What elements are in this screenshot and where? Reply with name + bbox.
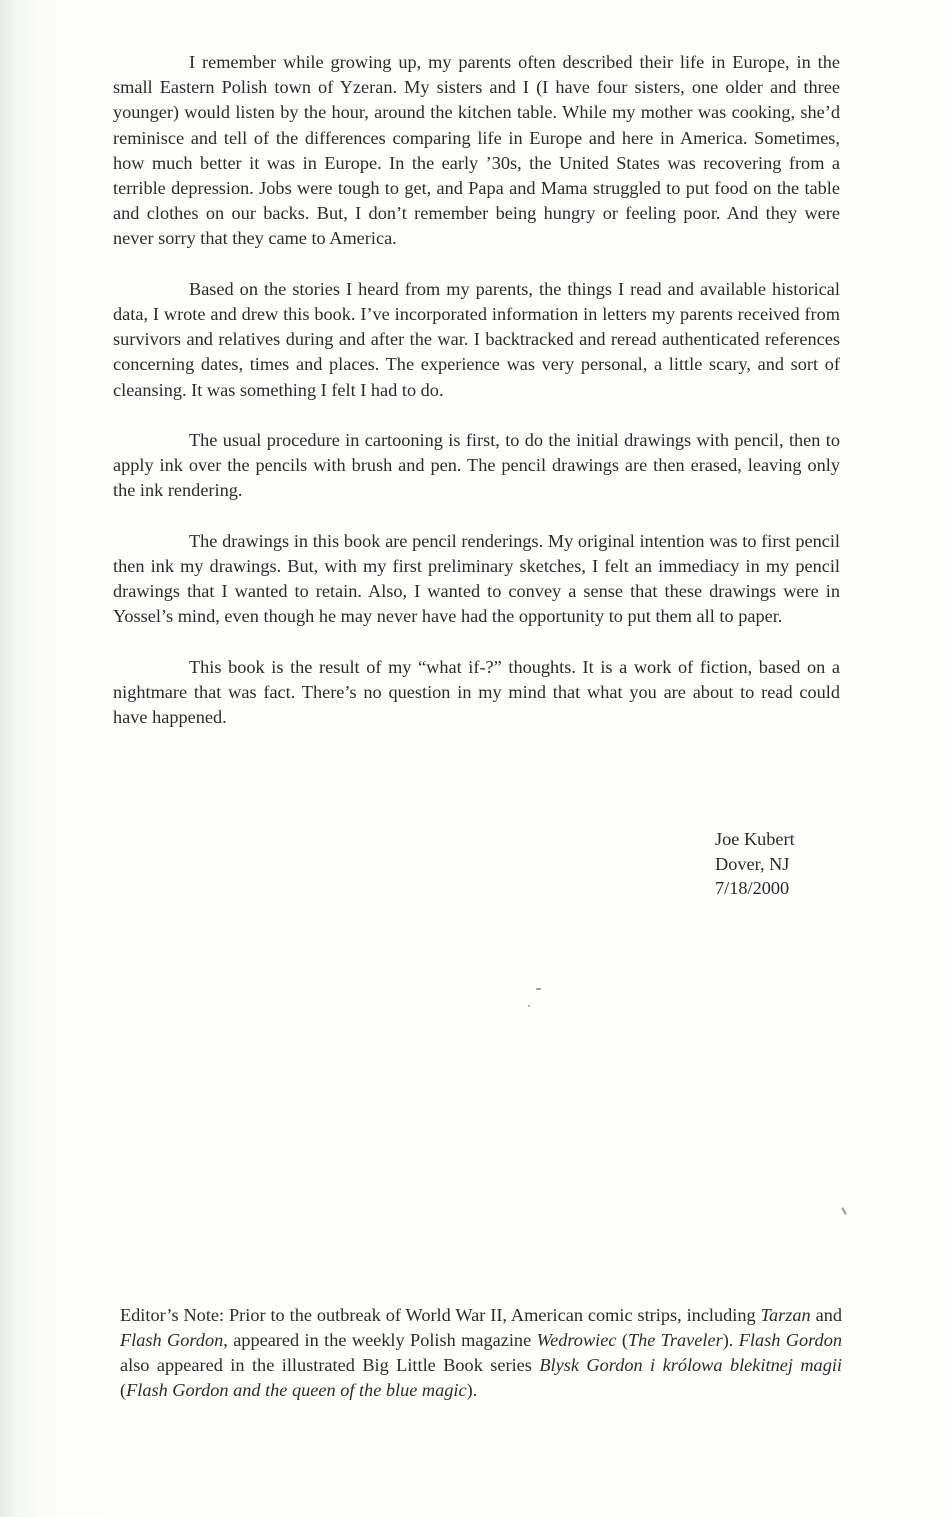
note-text: and [810,1305,842,1325]
note-text: ). [722,1330,739,1350]
editors-note [120,1303,842,1403]
title-flash-gordon: Flash Gordon [120,1330,224,1350]
paragraph-childhood: I remember while growing up, my parents often described their life in Europe, in the small Eastern Polish town of Yzeran. My sisters and I (I have four sisters, one older and three younger) would listen by the hour, around the kitchen table. While my mother was cooking, she’d reminisce and tell of the differences comparing life in Europe and here in America. Sometimes, how much better it was in Europe. In the early ’30s, the United States was recovering from a terrible depression. Jobs were tough to get, and Papa and Mama struggled to put food on the table and clothes on our backs. But, I don’t remember being hungry or feeling poor. And they were never sorry that they came to America. [113,52,840,249]
title-tarzan: Tarzan [760,1305,811,1325]
paragraph-pencil-renderings: The drawings in this book are pencil renderings. My original intention was to first pencil then ink my drawings. But, with my first preliminary sketches, I felt an immediacy in my pencil drawings that I wanted to retain. Also, I wanted to convey a sense that these drawings were in Yossel’s mind, even though he may never have had the opportunity to put them all to paper. [113,530,840,627]
title-blysk-gordon: Blysk Gordon i królowa blekitnej magii [539,1355,842,1375]
paper-speck [528,1005,530,1007]
paper-speck [536,988,541,990]
paragraph-sources: Based on the stories I heard from my parents, the things I read and available historical data, I wrote and drew this book. I’ve incorporated information in letters my parents received from survivors and relatives during and after the war. I backtracked and reread authenticated references concerning dates, times and places. The experience was very personal, a little scary, and sort of cleansing. It was something I felt I had to do. [113,278,840,400]
title-the-traveler: The Traveler [627,1330,723,1350]
note-text: Editor’s Note: Prior to the outbreak of World War II, American comic strips, including [120,1305,761,1325]
note-text: , appeared in the weekly Polish magazine [223,1330,537,1350]
note-text: also appeared in the illustrated Big Little Book series [120,1355,540,1375]
signature-block [715,827,795,901]
author-name: Joe Kubert [715,829,795,849]
note-text: ). [466,1380,478,1400]
note-text: ( [120,1380,127,1400]
paragraph-cartooning-procedure: The usual procedure in cartooning is first, to do the initial drawings with pencil, then to apply ink over the pencils with brush and pen. The pencil drawings are then erased, leaving only the ink rendering. [113,430,840,501]
author-location: Dover, NJ [715,853,790,874]
title-blue-magic: Flash Gordon and the queen of the blue magic [126,1380,467,1400]
paragraph-what-if: This book is the result of my “what if-?” thoughts. It is a work of fiction, based on a nightmare that was fact. There’s no question in my mind that what you are about to read could have happened. [113,656,840,728]
preface-body [113,50,840,756]
signature-date: 7/18/2000 [715,878,790,898]
title-wedrowiec: Wedrowiec [536,1330,617,1350]
paper-speck [841,1207,847,1215]
note-text: ( [616,1330,628,1350]
title-flash-gordon: Flash Gordon [738,1330,842,1350]
